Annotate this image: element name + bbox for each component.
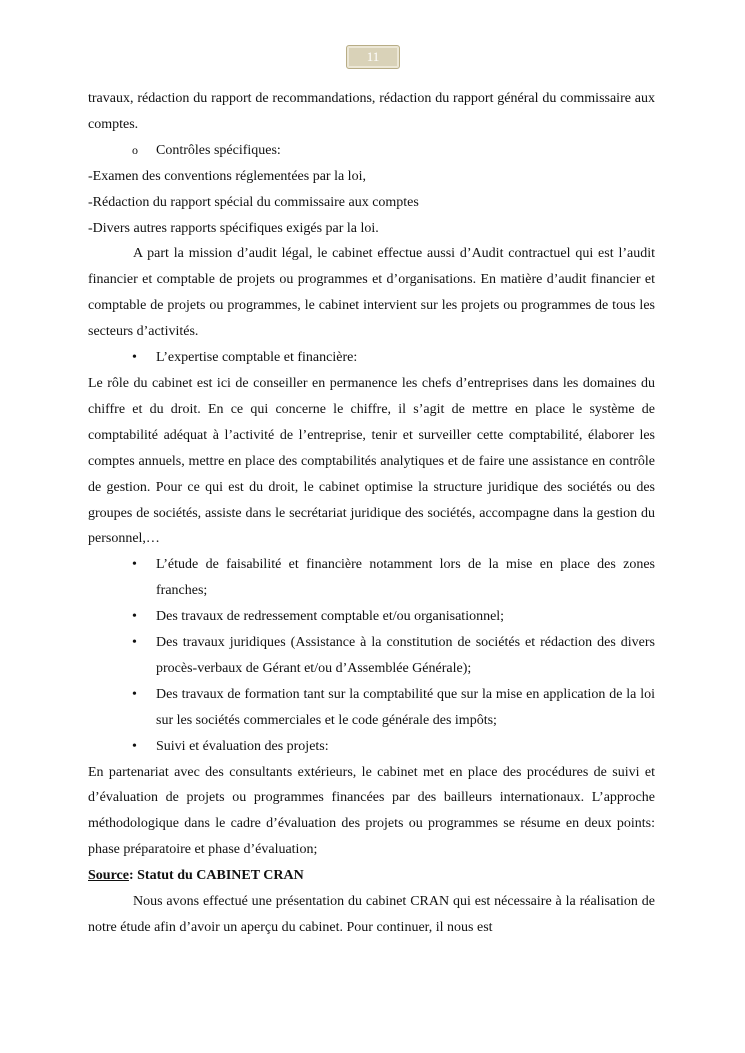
list-item (88, 734, 655, 760)
list-item-expertise (88, 345, 655, 371)
bullet-icon: • (132, 738, 137, 754)
list-item-label: L’étude de faisabilité et financière notamment lors de la mise en place des zones franches; (156, 557, 655, 599)
page-number: 11 (346, 45, 400, 69)
paragraph-audit-contractuel: A part la mission d’audit légal, le cabinet effectue aussi d’Audit contractuel qui est l’audit financier et comptable de projets ou programmes et d’organisations. En matière d’audit financier et comptable de projets ou programmes, le cabinet intervient sur les projets ou programmes de tous les secteurs d’activités. (88, 246, 655, 340)
paragraph-role-cabinet: Le rôle du cabinet est ici de conseiller en permanence les chefs d’entreprises dans les domaines du chiffre et du droit. En ce qui concerne le chiffre, il s’agit de mettre en place le système de comptabilité adéquat à l’activité de l’entreprise, tenir et surveiller cette comptabilité, élaborer les comptes annuels, mettre en place des comptabilités analytiques et de faire une assistance en contrôle de gestion. Pour ce qui est du droit, le cabinet optimise la structure juridique des sociétés ou des groupes de sociétés, assiste dans le secrétariat juridique des sociétés, accompagne dans la gestion du personnel,… (88, 375, 655, 547)
paragraph-conclusion: Nous avons effectué une présentation du cabinet CRAN qui est nécessaire à la réalisation de notre étude afin d’avoir un aperçu du cabinet. Pour continuer, il nous est (88, 894, 655, 935)
list-item (88, 630, 655, 682)
dash-line-2: -Rédaction du rapport spécial du commissaire aux comptes (88, 194, 419, 210)
list-item (88, 604, 655, 630)
list-item-label: Des travaux juridiques (Assistance à la constitution de sociétés et rédaction des divers procès-verbaux de Gérant et/ou d’Assemblée Générale); (156, 635, 655, 676)
source-line (88, 863, 655, 889)
bullet-icon: • (132, 350, 137, 366)
document-body (88, 86, 655, 941)
list-item-label: L’expertise comptable et financière: (156, 350, 358, 366)
list-item (88, 682, 655, 734)
bullet-icon: • (132, 635, 137, 651)
list-item-label: Suivi et évaluation des projets: (156, 738, 329, 754)
list-item-label: Contrôles spécifiques: (156, 142, 281, 158)
paragraph-intro: travaux, rédaction du rapport de recommandations, rédaction du rapport général du commissaire aux comptes. (88, 91, 655, 132)
bullet-icon: • (132, 557, 137, 573)
list-item-controles (88, 138, 655, 164)
dash-line-1: -Examen des conventions réglementées par la loi, (88, 168, 366, 184)
list-item-label: Des travaux de formation tant sur la comptabilité que sur la mise en application de la loi sur les sociétés commerciales et le code générale des impôts; (156, 686, 655, 728)
source-text: : Statut du CABINET CRAN (128, 868, 304, 884)
bullet-icon: • (132, 686, 137, 702)
circle-bullet-icon: o (132, 142, 138, 157)
paragraph-partenariat: En partenariat avec des consultants extérieurs, le cabinet met en place des procédures de suivi et d’évaluation de projets ou programmes financées par des bailleurs internationaux. L’approche méthodologique dans le cadre d’évaluation des projets ou programmes se résume en deux points: phase préparatoire et phase d’évaluation; (88, 764, 655, 858)
list-item (88, 552, 655, 604)
list-item-label: Des travaux de redressement comptable et/ou organisationnel; (156, 609, 505, 625)
dash-line-3: -Divers autres rapports spécifiques exigés par la loi. (88, 220, 379, 236)
bullet-icon: • (132, 609, 137, 625)
source-label: Source (88, 868, 129, 884)
